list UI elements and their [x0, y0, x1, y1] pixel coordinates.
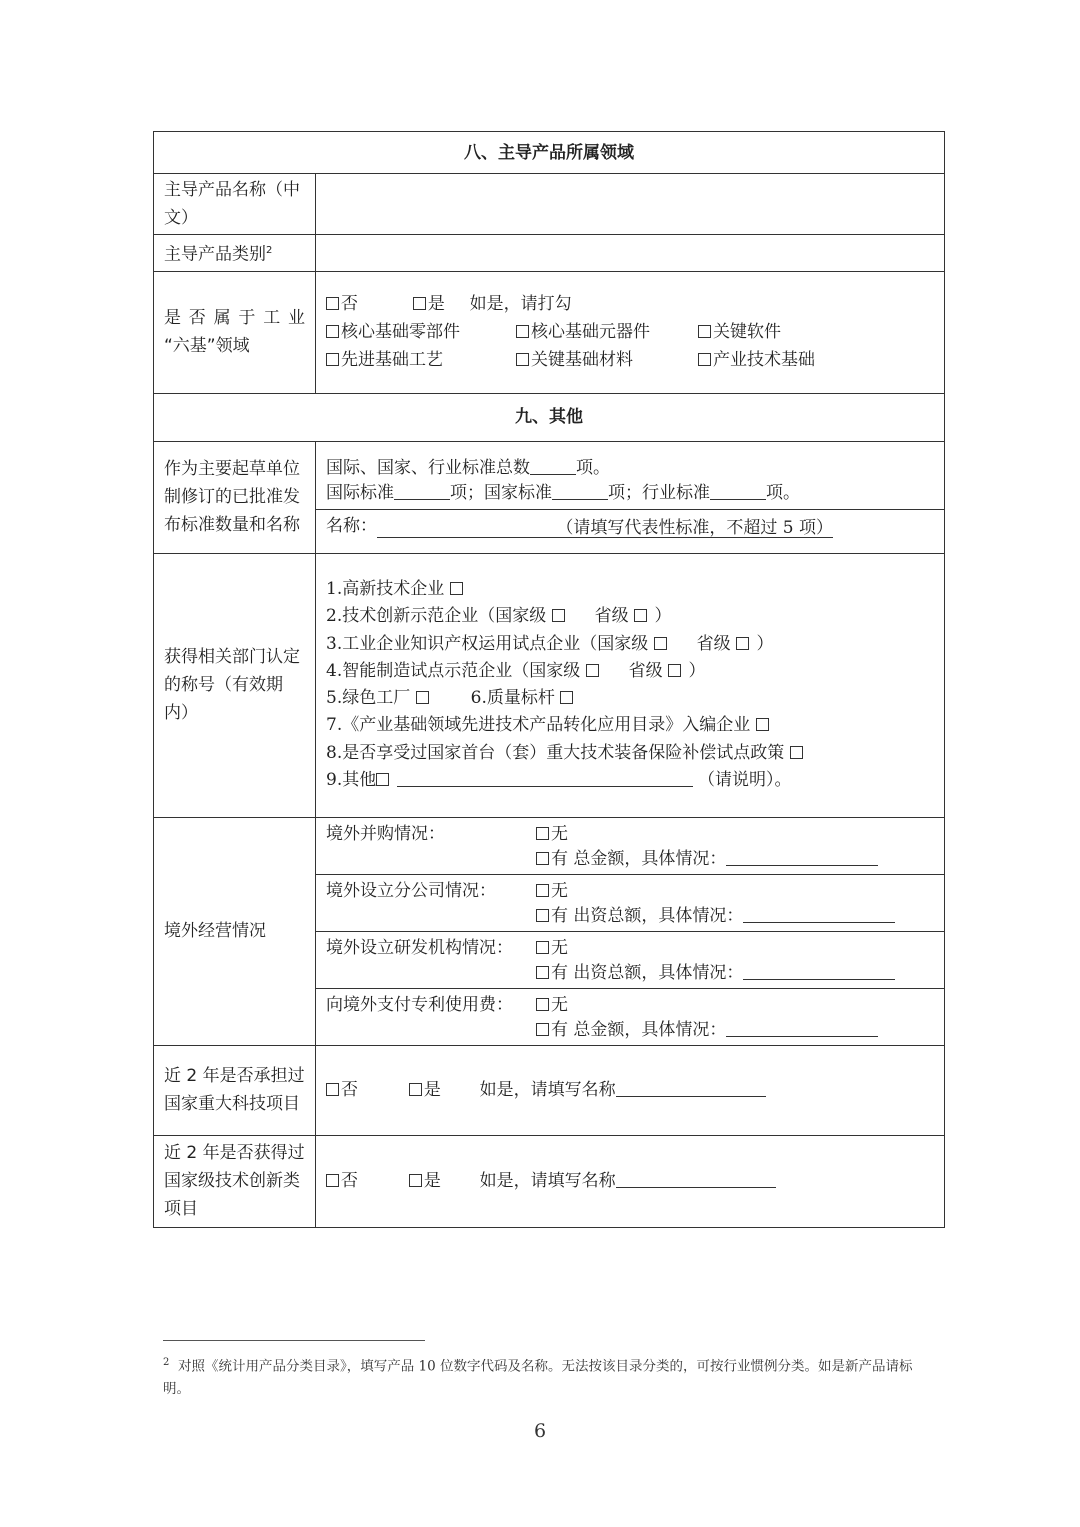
intl-std-label: 国际标准 [326, 483, 394, 504]
rnd-has-label: 有 [551, 962, 568, 983]
page-number: 6 [533, 1420, 547, 1442]
overseas-branch-line2 [326, 904, 934, 929]
major-project-name-input[interactable] [616, 1078, 766, 1097]
rnd-amount-label: 出资总额，具体情况： [573, 962, 744, 983]
checkbox-major-no[interactable] [326, 1083, 339, 1096]
innovation-line [326, 1167, 934, 1195]
checkbox-innovation-yes[interactable] [409, 1174, 422, 1187]
title-item-2 [326, 603, 934, 630]
innovation-yes-label: 是 [423, 1171, 441, 1192]
major-project-line [326, 1076, 934, 1104]
title-9-text: 9.其他 [326, 770, 377, 791]
option-4-label: 先进基础工艺 [341, 350, 443, 371]
nat-std-label: 国家标准 [484, 483, 552, 504]
checkbox-patent-none[interactable] [536, 998, 549, 1011]
checkbox-title-4-province[interactable] [668, 664, 681, 677]
footnote [163, 1352, 923, 1400]
nat-std-input[interactable] [552, 481, 608, 500]
patent-none-label: 无 [551, 994, 568, 1015]
product-category-field[interactable] [316, 235, 945, 272]
branch-none-label: 无 [551, 880, 568, 901]
ind-std-label: 行业标准 [642, 483, 710, 504]
checkbox-title-3-national[interactable] [654, 637, 667, 650]
title-3-close: ） [756, 633, 774, 654]
innovation-project-name-input[interactable] [616, 1169, 776, 1188]
title-9-input[interactable] [397, 768, 693, 787]
overseas-rnd-line1 [326, 936, 934, 961]
standards-name-input[interactable] [377, 519, 833, 538]
standards-total-line [326, 456, 934, 481]
checkbox-title-7[interactable] [756, 718, 769, 731]
footnote-rule [163, 1340, 425, 1341]
application-form-table [153, 131, 945, 1228]
product-name-field[interactable] [316, 174, 945, 235]
overseas-branch-line1 [326, 879, 934, 904]
overseas-patent-line2 [326, 1018, 934, 1043]
overseas-cell [316, 817, 945, 1045]
six-base-options-row2 [326, 346, 934, 374]
section-8-title: 八、主导产品所属领域 [154, 132, 945, 174]
product-name-label: 主导产品名称（中文） [154, 174, 316, 235]
title-4-close: ） [688, 660, 706, 681]
checkbox-option-2[interactable] [516, 325, 529, 338]
overseas-branch-label: 境外设立分公司情况： [326, 880, 496, 901]
six-base-label-line2: “六基”领域 [164, 336, 250, 357]
patent-amount-label: 总金额，具体情况： [573, 1019, 727, 1040]
overseas-merger-line1 [326, 822, 934, 847]
title-7-text: 7.《产业基础领域先进技术产品转化应用目录》入编企业 [326, 715, 751, 736]
overseas-merger-label: 境外并购情况： [326, 823, 445, 844]
overseas-rnd-line2 [326, 961, 934, 986]
standards-total-input[interactable] [530, 456, 576, 475]
standards-breakdown-line [326, 481, 934, 506]
intl-std-input[interactable] [394, 481, 450, 500]
standards-label: 作为主要起草单位制修订的已批准发布标准数量和名称 [154, 441, 316, 553]
innovation-fill-hint: 如是，请填写名称 [479, 1171, 616, 1192]
patent-has-label: 有 [551, 1019, 568, 1040]
option-6-label: 产业技术基础 [713, 350, 815, 371]
footnote-text: 对照《统计用产品分类目录》，填写产品 10 位数字代码及名称。无法按该目录分类的，可按行业惯例分类。如是新产品请标明。 [163, 1358, 913, 1397]
checkbox-option-4[interactable] [326, 353, 339, 366]
standards-name-block [316, 510, 944, 542]
checkbox-title-6[interactable] [560, 691, 573, 704]
title-item-5-6 [326, 685, 934, 712]
title-2-text: 2.技术创新示范企业（国家级 [326, 606, 547, 627]
checkbox-option-6[interactable] [698, 353, 711, 366]
no-label: 否 [341, 294, 358, 315]
option-5-label: 关键基础材料 [531, 350, 633, 371]
innovation-options [316, 1135, 945, 1227]
ind-std-input[interactable] [710, 481, 766, 500]
major-fill-hint: 如是，请填写名称 [479, 1080, 616, 1101]
rnd-none-label: 无 [551, 937, 568, 958]
title-item-8 [326, 740, 934, 767]
titles-list [316, 553, 945, 817]
title-8-text: 8.是否享受过国家首台（套）重大技术装备保险补偿试点政策 [326, 742, 785, 763]
checkbox-merger-has[interactable] [536, 852, 549, 865]
title-9-hint: （请说明）。 [698, 770, 792, 791]
checkbox-title-4-national[interactable] [586, 664, 599, 677]
product-category-text: 主导产品类别 [164, 244, 266, 265]
title-item-1 [326, 576, 934, 603]
branch-detail-input[interactable] [743, 904, 895, 923]
checkbox-branch-none[interactable] [536, 884, 549, 897]
checkbox-option-1[interactable] [326, 325, 339, 338]
option-3-label: 关键软件 [713, 322, 781, 343]
branch-amount-label: 出资总额，具体情况： [573, 905, 744, 926]
title-3-province: 省级 [696, 633, 731, 654]
section-9-title: 九、其他 [154, 393, 945, 441]
overseas-merger-line2 [326, 847, 934, 872]
overseas-label: 境外经营情况 [154, 817, 316, 1045]
title-6-text: 6.质量标杆 [470, 688, 555, 709]
checkbox-option-3[interactable] [698, 325, 711, 338]
checkbox-option-5[interactable] [516, 353, 529, 366]
title-item-4 [326, 658, 934, 685]
title-item-9 [326, 767, 934, 794]
merger-detail-input[interactable] [726, 847, 878, 866]
yes-hint: 如是，请打勾 [469, 294, 572, 315]
intl-std-unit: 项； [450, 483, 484, 504]
major-no-label: 否 [341, 1080, 358, 1101]
footnote-mark: 2 [163, 1357, 170, 1368]
checkbox-innovation-no[interactable] [326, 1174, 339, 1187]
checkbox-title-5[interactable] [416, 691, 429, 704]
checkbox-rnd-none[interactable] [536, 941, 549, 954]
checkbox-title-2-province[interactable] [634, 609, 647, 622]
checkbox-patent-has[interactable] [536, 1023, 549, 1036]
rnd-detail-input[interactable] [743, 961, 895, 980]
major-project-options [316, 1045, 945, 1135]
title-4-text: 4.智能制造试点示范企业（国家级 [326, 660, 581, 681]
product-category-label [154, 235, 316, 272]
title-4-province: 省级 [628, 660, 663, 681]
titles-label: 获得相关部门认定的称号（有效期内） [154, 553, 316, 817]
option-1-label: 核心基础零部件 [341, 322, 460, 343]
major-project-label: 近 2 年是否承担过国家重大科技项目 [154, 1045, 316, 1135]
title-1-text: 1.高新技术企业 [326, 578, 445, 599]
six-base-options-row1 [326, 318, 934, 346]
merger-has-label: 有 [551, 848, 568, 869]
merger-none-label: 无 [551, 823, 568, 844]
yes-label: 是 [427, 294, 445, 315]
checkbox-major-yes[interactable] [409, 1083, 422, 1096]
six-base-options [316, 271, 945, 393]
overseas-rnd-label: 境外设立研发机构情况： [326, 937, 513, 958]
overseas-patent-line1 [326, 993, 934, 1018]
checkbox-title-2-national[interactable] [552, 609, 565, 622]
title-3-text: 3.工业企业知识产权运用试点企业（国家级 [326, 633, 649, 654]
innovation-label: 近 2 年是否获得过国家级技术创新类项目 [154, 1135, 316, 1227]
standards-cell [316, 441, 945, 553]
six-base-label [154, 271, 316, 393]
title-2-province: 省级 [594, 606, 629, 627]
major-yes-label: 是 [423, 1080, 441, 1101]
checkbox-rnd-has[interactable] [536, 966, 549, 979]
standards-count-block [316, 452, 944, 510]
title-item-3 [326, 631, 934, 658]
checkbox-title-1[interactable] [450, 582, 463, 595]
ind-std-unit: 项。 [766, 483, 800, 504]
standards-total-label: 国际、国家、行业标准总数 [326, 458, 530, 479]
checkbox-title-9[interactable] [376, 773, 389, 786]
merger-amount-label: 总金额，具体情况： [573, 848, 727, 869]
checkbox-yes[interactable] [413, 297, 426, 310]
title-5-text: 5.绿色工厂 [326, 688, 411, 709]
nat-std-unit: 项； [608, 483, 642, 504]
six-base-yes-no-line [326, 290, 934, 318]
overseas-patent-label: 向境外支付专利使用费： [326, 994, 513, 1015]
footnote-ref: 2 [266, 245, 273, 256]
standards-total-unit: 项。 [576, 458, 610, 479]
title-item-7 [326, 712, 934, 739]
checkbox-title-3-province[interactable] [736, 637, 749, 650]
overseas-merger-block [316, 818, 944, 875]
title-2-close: ） [654, 606, 672, 627]
patent-detail-input[interactable] [726, 1018, 878, 1037]
standards-name-label: 名称： [326, 516, 377, 537]
innovation-no-label: 否 [341, 1171, 358, 1192]
standards-name-hint: （请填写代表性标准，不超过 5 项） [556, 518, 833, 539]
checkbox-branch-has[interactable] [536, 909, 549, 922]
checkbox-no[interactable] [326, 297, 339, 310]
overseas-branch-block [316, 875, 944, 932]
branch-has-label: 有 [551, 905, 568, 926]
checkbox-merger-none[interactable] [536, 827, 549, 840]
checkbox-title-8[interactable] [790, 746, 803, 759]
overseas-patent-block [316, 989, 944, 1045]
overseas-rnd-block [316, 932, 944, 989]
six-base-label-line1: 是否属于工业 [164, 308, 305, 329]
option-2-label: 核心基础元器件 [531, 322, 650, 343]
